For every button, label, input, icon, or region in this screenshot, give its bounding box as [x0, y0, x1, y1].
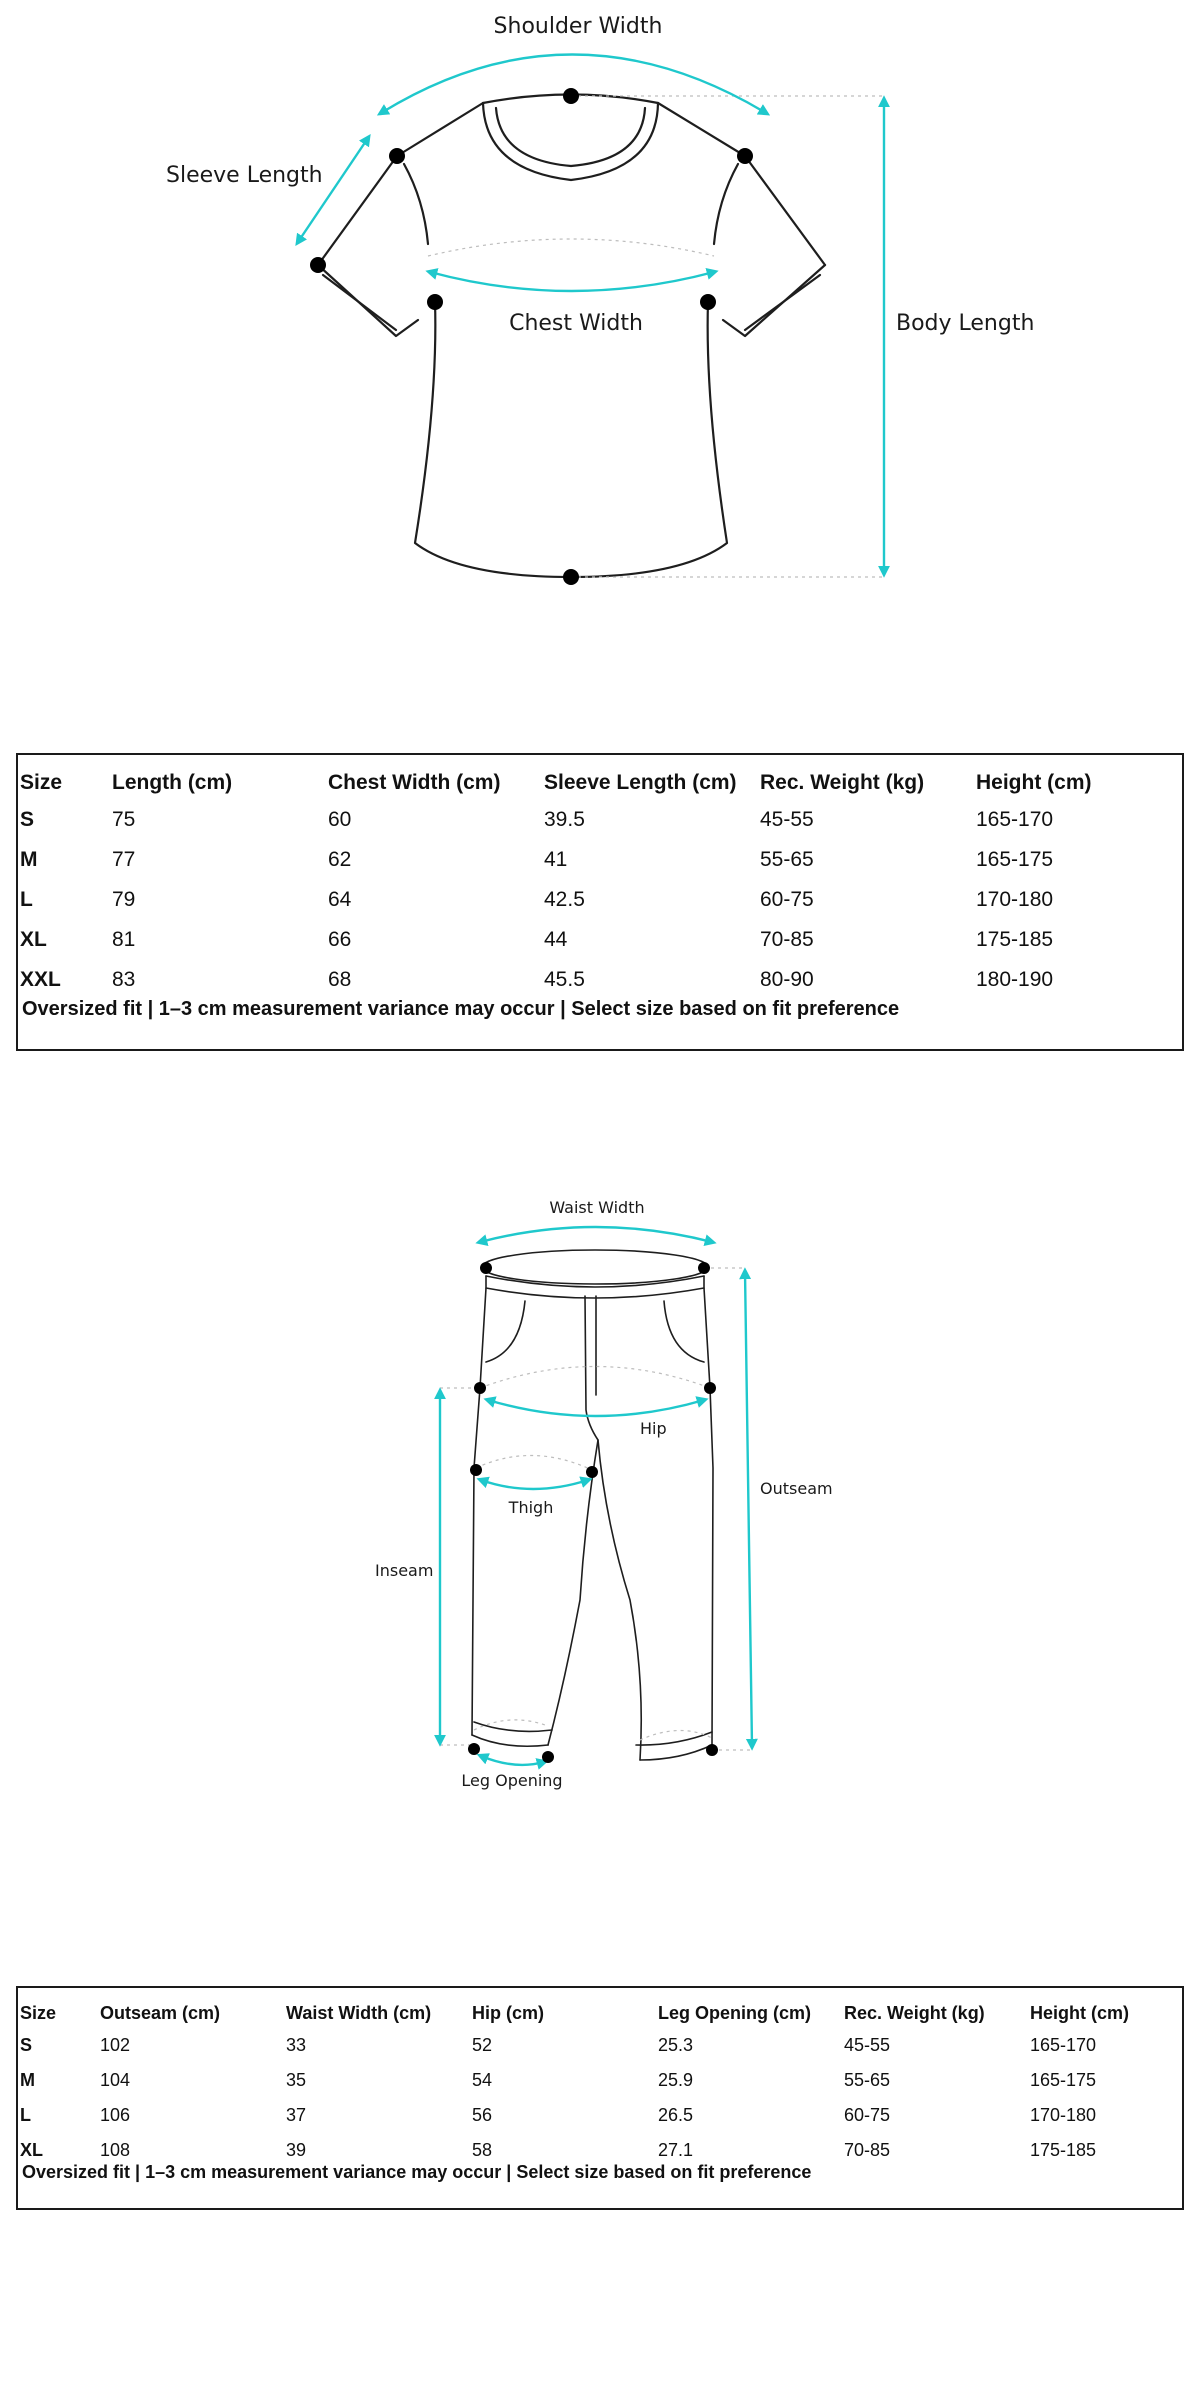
tshirt-guides: [428, 96, 885, 577]
waist-width-label: Waist Width: [549, 1198, 645, 1217]
size-cell: L: [20, 2105, 31, 2125]
size-cell: XL: [20, 928, 47, 951]
pants-fit-note: Oversized fit | 1–3 cm measurement variance may occur | Select size based on fit preference: [22, 2162, 812, 2182]
rec-weight-cell: 60-75: [760, 888, 814, 911]
sleeve-length-cell: 45.5: [544, 968, 585, 991]
sleeve-length-cell: 42.5: [544, 888, 585, 911]
outseam-cell: 104: [100, 2070, 131, 2090]
leg-opening-cell: 26.5: [658, 2105, 694, 2125]
waist-width-cell: 39: [286, 2140, 307, 2160]
size-cell: XXL: [20, 968, 61, 991]
height-cell: 165-170: [976, 808, 1054, 831]
pants-table-header-row: [18, 1998, 1182, 2028]
col-header-height: Height (cm): [976, 771, 1092, 794]
hip-cell: 52: [472, 2035, 493, 2055]
height-cell: 165-175: [976, 848, 1054, 871]
tshirt-measurement-diagram: [0, 0, 1200, 620]
col-header-rec-weight: Rec. Weight (kg): [844, 2002, 985, 2023]
outseam-arrow: [745, 1272, 752, 1746]
tshirt-table-header-row: [18, 766, 1182, 800]
rec-weight-cell: 45-55: [844, 2035, 891, 2055]
waist-width-arrow: [480, 1227, 712, 1242]
hip-label: Hip: [640, 1419, 667, 1438]
col-header-size: Size: [20, 771, 63, 794]
tshirt-size-grid: [18, 766, 1182, 1000]
table-row: [18, 960, 1182, 1000]
rec-weight-cell: 70-85: [844, 2140, 891, 2160]
length-cell: 81: [112, 928, 136, 951]
leg-opening-arrow: [481, 1756, 544, 1765]
size-cell: L: [20, 888, 33, 911]
chest-width-label: Chest Width: [509, 311, 643, 336]
height-cell: 165-170: [1030, 2035, 1097, 2055]
tshirt-size-table: [16, 753, 1184, 1051]
size-cell: S: [20, 2035, 33, 2055]
rec-weight-cell: 45-55: [760, 808, 814, 831]
table-row: [18, 880, 1182, 920]
thigh-arrow: [481, 1480, 588, 1489]
leg-opening-cell: 27.1: [658, 2140, 694, 2160]
height-cell: 180-190: [976, 968, 1054, 991]
chest-width-cell: 66: [328, 928, 352, 951]
shoulder-width-arrow: [381, 55, 766, 114]
col-header-hip: Hip (cm): [472, 2002, 544, 2023]
length-cell: 75: [112, 808, 136, 831]
hip-arrow: [488, 1400, 704, 1416]
pants-size-grid: [18, 1998, 1182, 2168]
col-header-leg-opening: Leg Opening (cm): [658, 2002, 811, 2023]
size-cell: M: [20, 2070, 35, 2090]
size-cell: S: [20, 808, 35, 831]
tshirt-fit-note: Oversized fit | 1–3 cm measurement variance may occur | Select size based on fit preference: [22, 998, 900, 1020]
hip-cell: 58: [472, 2140, 493, 2160]
height-cell: 175-185: [976, 928, 1054, 951]
table-row: [18, 800, 1182, 840]
pants-size-table: [16, 1986, 1184, 2210]
outseam-cell: 108: [100, 2140, 131, 2160]
sleeve-length-arrow: [298, 138, 368, 242]
pants-measurement-diagram: [0, 1190, 1200, 1810]
waist-width-cell: 37: [286, 2105, 307, 2125]
length-cell: 79: [112, 888, 136, 911]
leg-opening-label: Leg Opening: [461, 1771, 563, 1790]
chest-width-arrow: [430, 272, 714, 291]
chest-width-cell: 64: [328, 888, 352, 911]
inseam-label: Inseam: [375, 1561, 434, 1580]
pants-measure-points: [468, 1262, 718, 1763]
height-cell: 165-175: [1030, 2070, 1097, 2090]
tshirt-measure-points: [310, 88, 753, 585]
size-cell: XL: [20, 2140, 44, 2160]
outseam-cell: 106: [100, 2105, 131, 2125]
table-row: [18, 2098, 1182, 2133]
col-header-height: Height (cm): [1030, 2002, 1129, 2023]
outseam-label: Outseam: [760, 1479, 833, 1498]
leg-opening-cell: 25.3: [658, 2035, 694, 2055]
rec-weight-cell: 55-65: [760, 848, 814, 871]
rec-weight-cell: 55-65: [844, 2070, 891, 2090]
waist-width-cell: 33: [286, 2035, 307, 2055]
length-cell: 77: [112, 848, 136, 871]
waist-width-cell: 35: [286, 2070, 307, 2090]
height-cell: 175-185: [1030, 2140, 1097, 2160]
sleeve-length-label: Sleeve Length: [166, 163, 323, 188]
hip-cell: 56: [472, 2105, 493, 2125]
col-header-sleeve-length: Sleeve Length (cm): [544, 771, 737, 794]
shoulder-width-label: Shoulder Width: [493, 14, 663, 39]
col-header-length: Length (cm): [112, 771, 233, 794]
table-row: [18, 840, 1182, 880]
table-row: [18, 920, 1182, 960]
outseam-cell: 102: [100, 2035, 131, 2055]
sleeve-length-cell: 41: [544, 848, 568, 871]
thigh-label: Thigh: [508, 1498, 554, 1517]
table-row: [18, 2028, 1182, 2063]
col-header-size: Size: [20, 2002, 57, 2023]
col-header-rec-weight: Rec. Weight (kg): [760, 771, 925, 794]
leg-opening-cell: 25.9: [658, 2070, 694, 2090]
height-cell: 170-180: [976, 888, 1054, 911]
col-header-outseam: Outseam (cm): [100, 2002, 221, 2023]
length-cell: 83: [112, 968, 136, 991]
chest-width-cell: 68: [328, 968, 352, 991]
rec-weight-cell: 60-75: [844, 2105, 891, 2125]
rec-weight-cell: 70-85: [760, 928, 814, 951]
chest-width-cell: 62: [328, 848, 352, 871]
hip-cell: 54: [472, 2070, 493, 2090]
tshirt-diagram-svg: [0, 0, 1200, 620]
rec-weight-cell: 80-90: [760, 968, 814, 991]
table-row: [18, 2063, 1182, 2098]
chest-width-cell: 60: [328, 808, 352, 831]
sleeve-length-cell: 44: [544, 928, 568, 951]
body-length-label: Body Length: [896, 311, 1035, 336]
col-header-chest-width: Chest Width (cm): [328, 771, 501, 794]
col-header-waist-width: Waist Width (cm): [286, 2002, 432, 2023]
pants-diagram-svg: [0, 1190, 1200, 1810]
size-cell: M: [20, 848, 38, 871]
sleeve-length-cell: 39.5: [544, 808, 585, 831]
height-cell: 170-180: [1030, 2105, 1097, 2125]
